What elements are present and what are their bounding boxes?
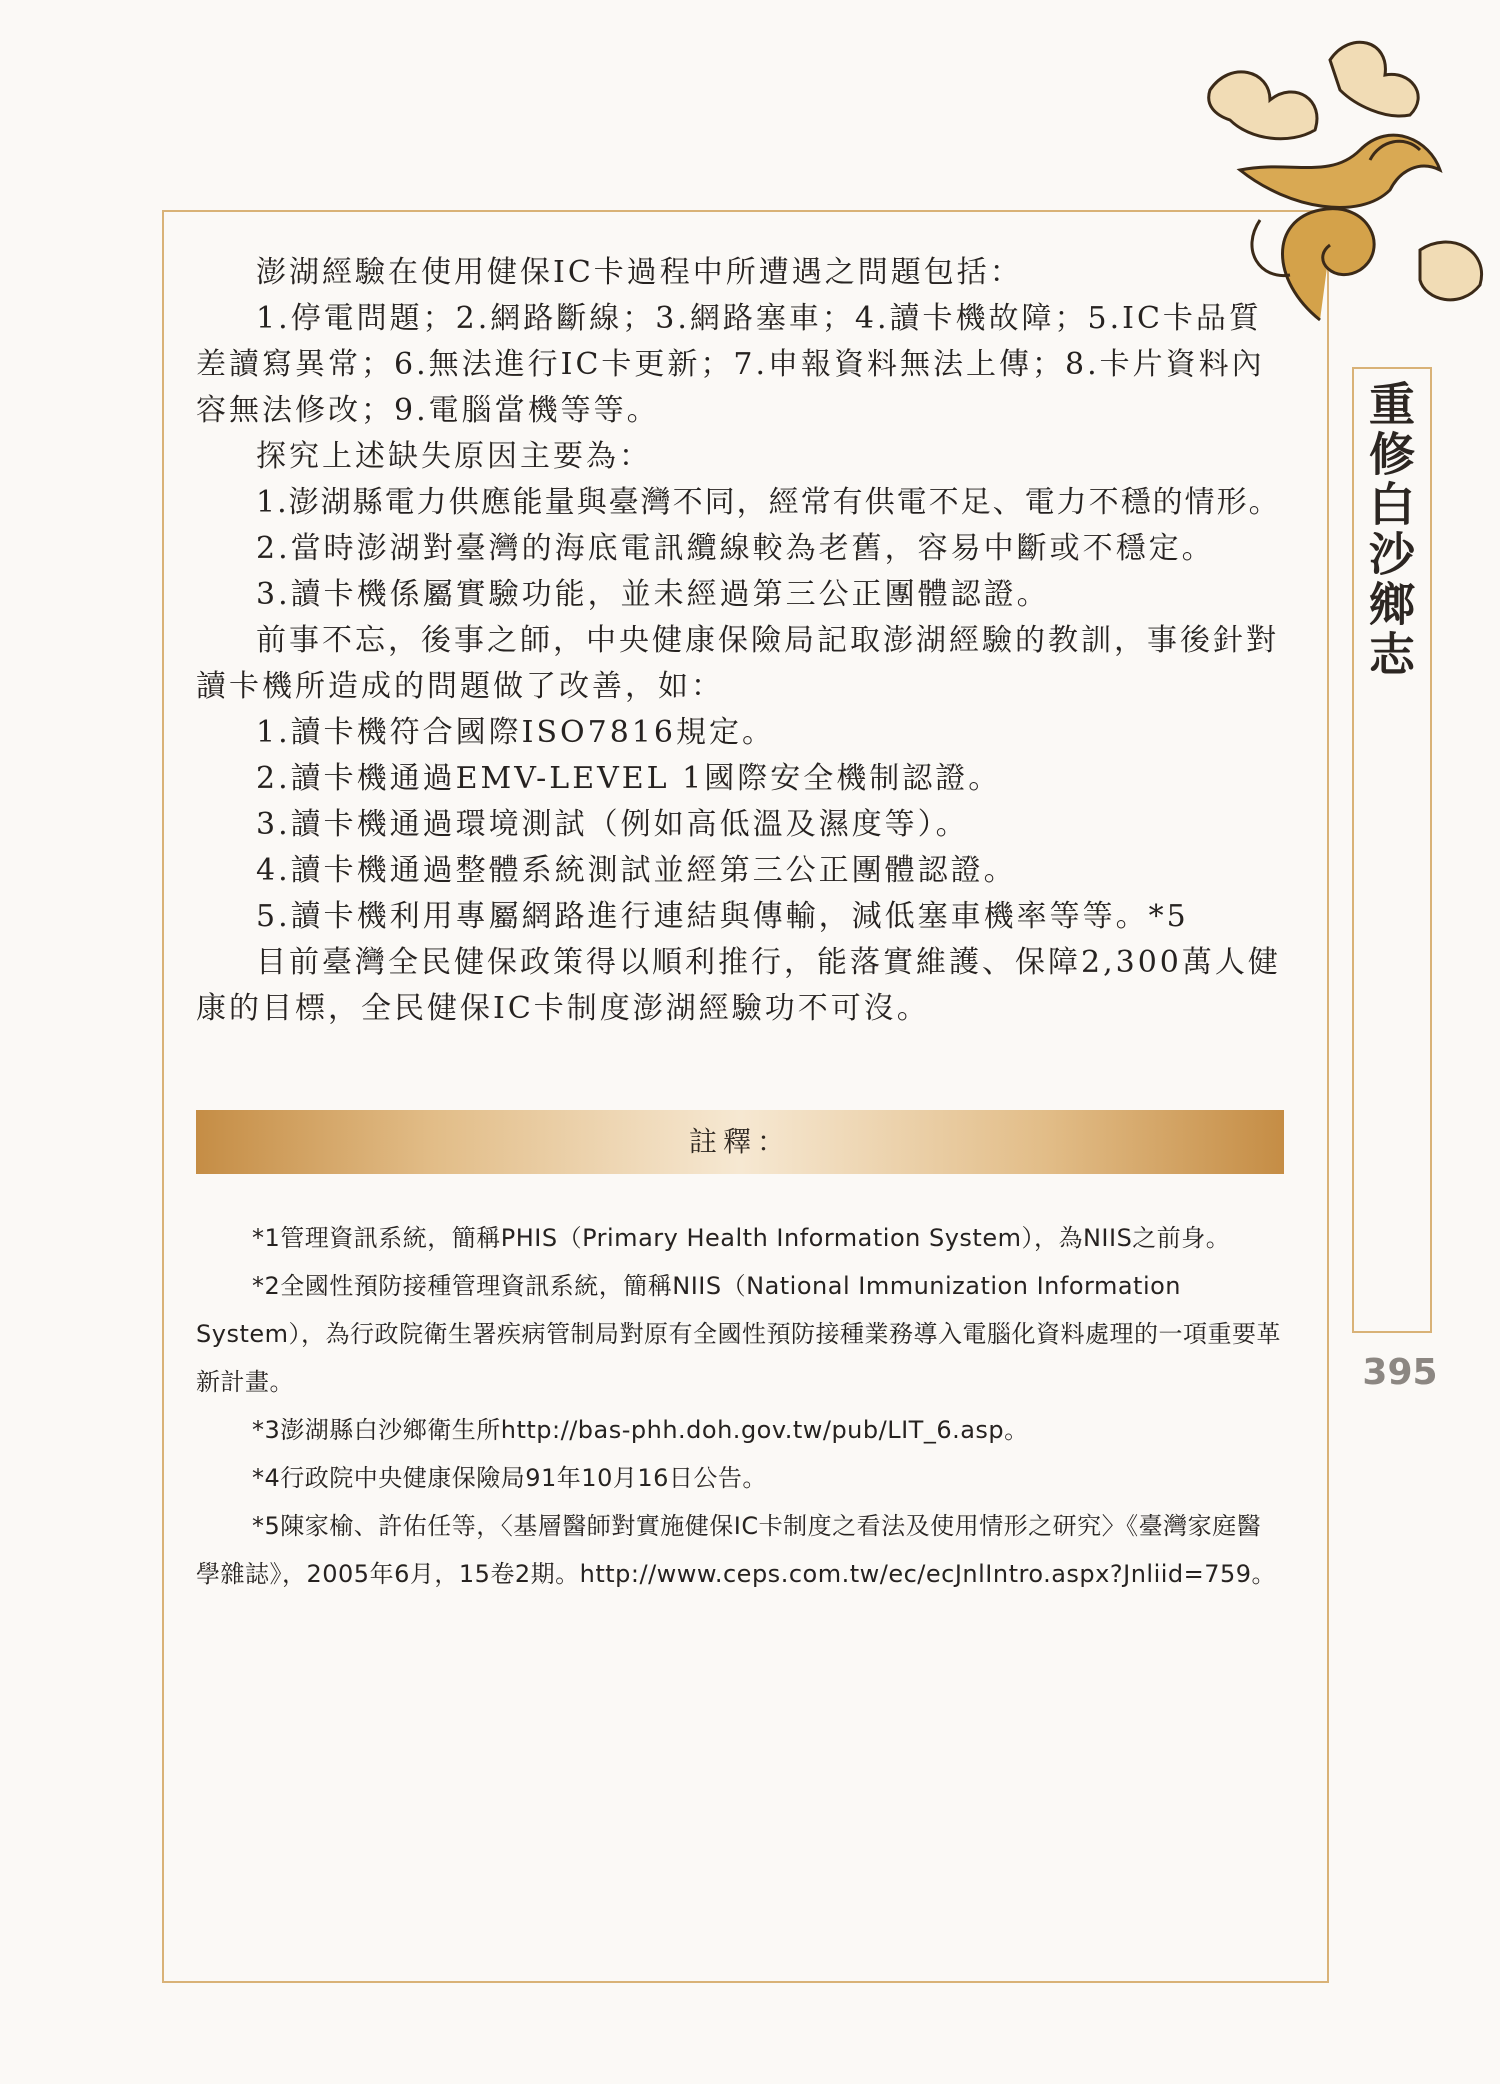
notes-list <box>196 1214 1284 1598</box>
paragraph: 前事不忘，後事之師，中央健康保險局記取澎湖經驗的教訓，事後針對讀卡機所造成的問題做了改善，如： <box>196 623 1279 704</box>
list-item: 2.讀卡機通過EMV-LEVEL 1國際安全機制認證。 <box>256 761 1002 796</box>
main-text <box>196 250 1284 1032</box>
paragraph: 1.停電問題；2.網路斷線；3.網路塞車；4.讀卡機故障；5.IC卡品質差讀寫異常；6.無法進行IC卡更新；7.申報資料無法上傳；8.卡片資料內容無法修改；9.電腦當機等等。 <box>196 301 1265 428</box>
list-item: 5.讀卡機利用專屬網路進行連結與傳輸，減低塞車機率等等。*5 <box>256 899 1189 934</box>
paragraph: 澎湖經驗在使用健保IC卡過程中所遭遇之問題包括： <box>256 255 1023 290</box>
list-item: 1.讀卡機符合國際ISO7816規定。 <box>256 715 775 750</box>
running-title: 重修白沙鄉志 <box>1362 380 1416 680</box>
list-item: 3.讀卡機係屬實驗功能，並未經過第三公正團體認證。 <box>256 577 1050 612</box>
paragraph: 探究上述缺失原因主要為： <box>256 439 652 474</box>
list-item: 4.讀卡機通過整體系統測試並經第三公正團體認證。 <box>256 853 1017 888</box>
note-item: *1管理資訊系統，簡稱PHIS（Primary Health Information System），為NIIS之前身。 <box>252 1224 1231 1252</box>
note-item: *3澎湖縣白沙鄉衛生所http://bas-phh.doh.gov.tw/pub/LIT_6.asp。 <box>252 1416 1029 1444</box>
paragraph: 目前臺灣全民健保政策得以順利推行，能落實維護、保障2,300萬人健康的目標，全民健保IC卡制度澎湖經驗功不可沒。 <box>196 945 1281 1026</box>
list-item: 1.澎湖縣電力供應能量與臺灣不同，經常有供電不足、電力不穩的情形。 <box>256 485 1281 520</box>
list-item: 3.讀卡機通過環境測試（例如高低溫及濕度等）。 <box>256 807 969 842</box>
note-item: *4行政院中央健康保險局91年10月16日公告。 <box>252 1464 767 1492</box>
note-item: *2全國性預防接種管理資訊系統，簡稱NIIS（National Immunization Information System），為行政院衛生署疾病管制局對原有全國性預防接種業務導入電腦化資料處理的一項重要革新計畫。 <box>196 1272 1281 1396</box>
list-item: 2.當時澎湖對臺灣的海底電訊纜線較為老舊，容易中斷或不穩定。 <box>256 531 1215 566</box>
note-item: *5陳家榆、許佑任等，〈基層醫師對實施健保IC卡制度之看法及使用情形之研究〉《臺灣家庭醫學雜誌》，2005年6月，15卷2期。http://www.ceps.com.tw/ec/ecJnlIntro.aspx?Jnliid=759。 <box>196 1512 1277 1588</box>
notes-heading: 註釋： <box>688 1125 791 1158</box>
notes-heading-band <box>196 1110 1284 1174</box>
page-number: 395 <box>1362 1352 1438 1393</box>
